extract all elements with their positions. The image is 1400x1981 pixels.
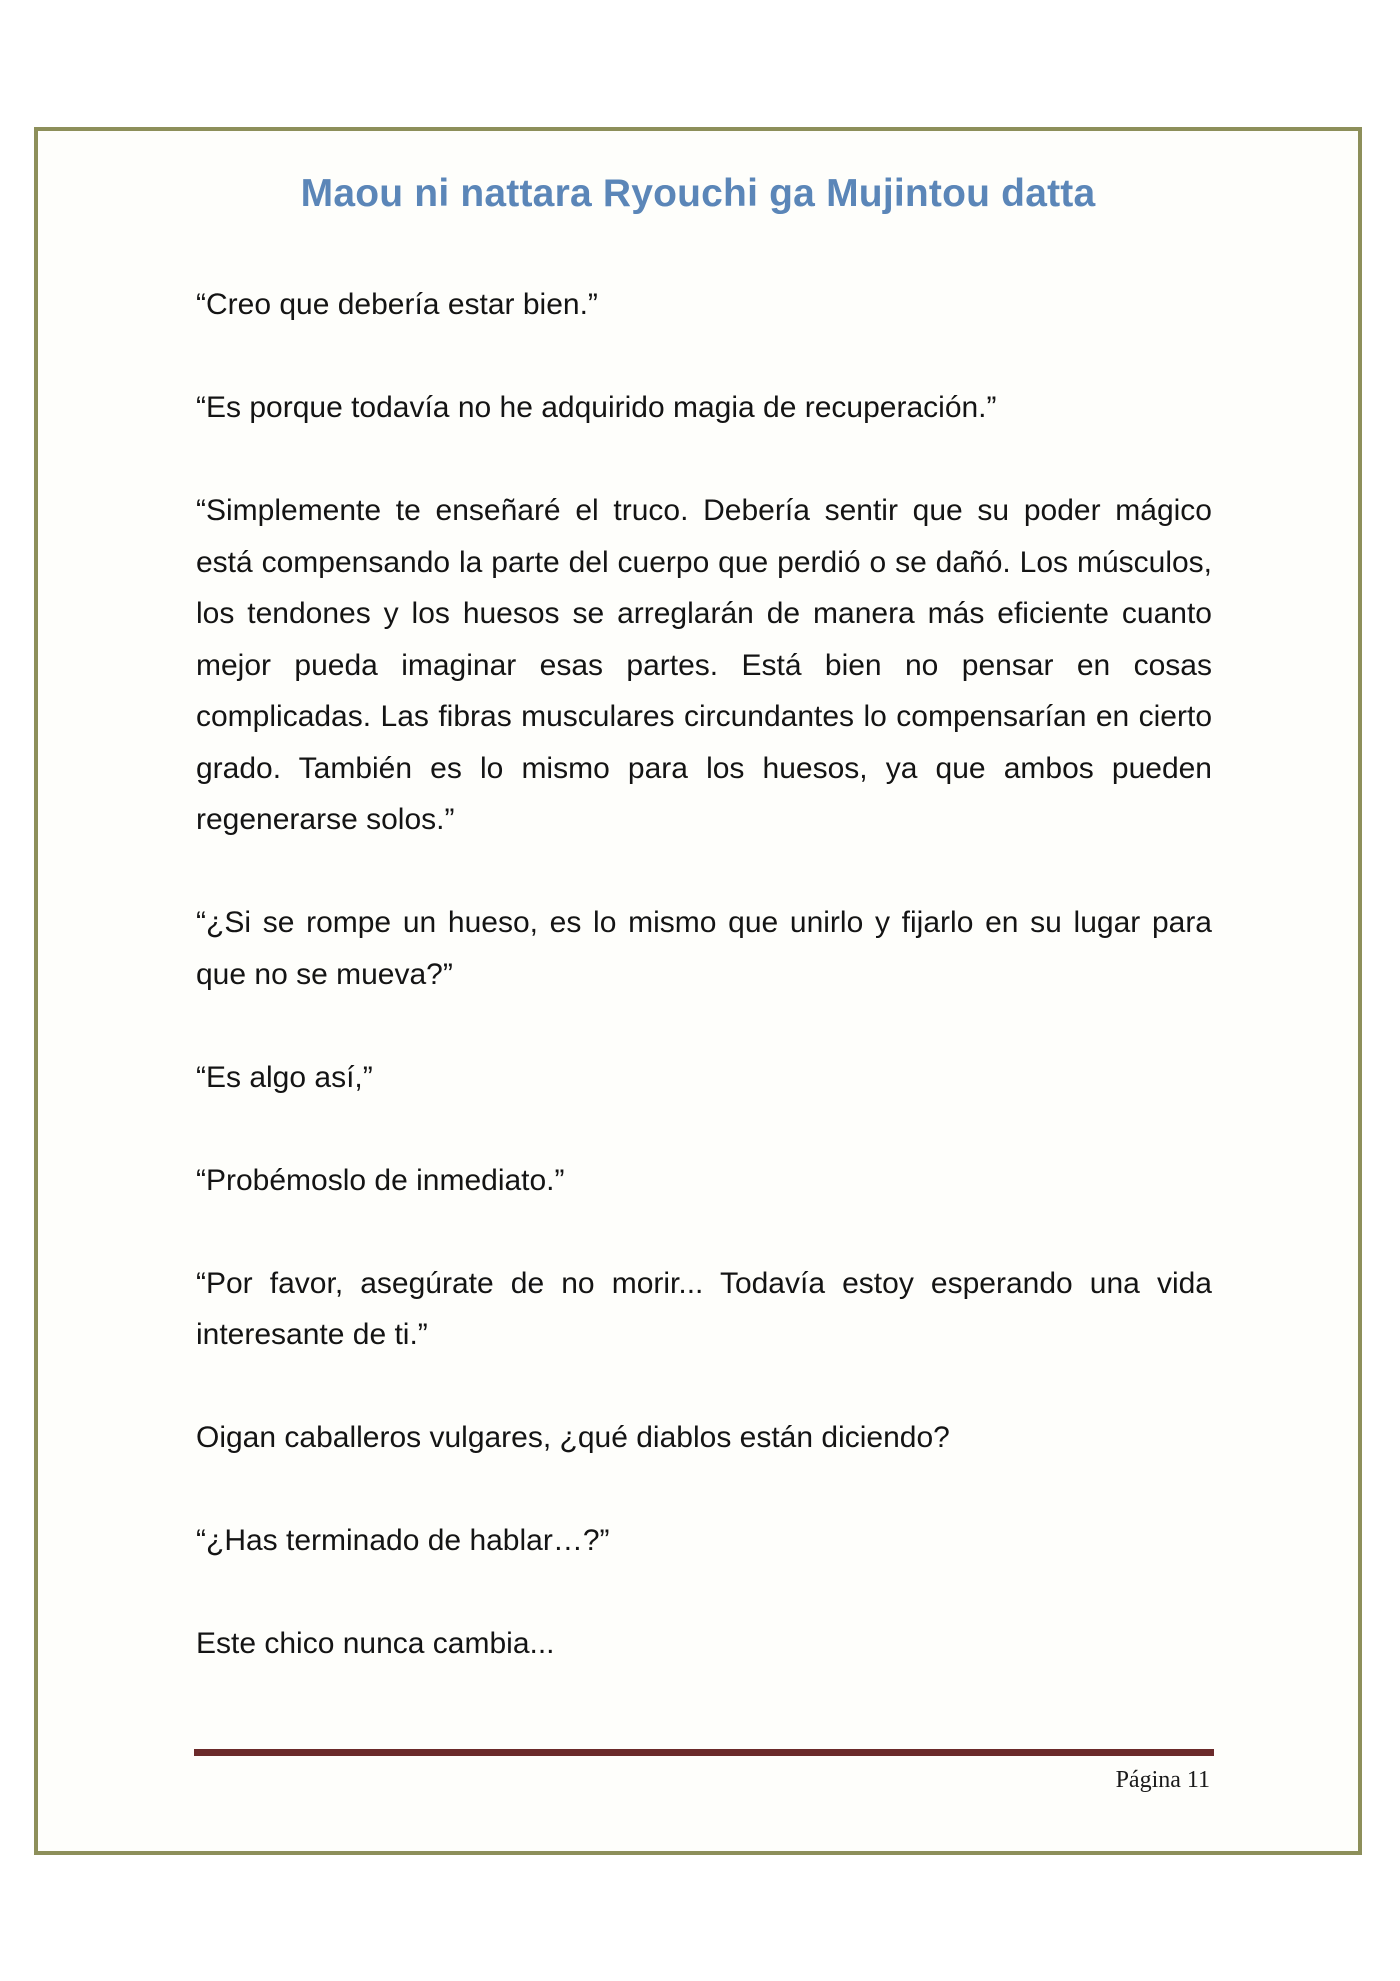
page-number: Página 11 [1115,1767,1210,1793]
document-title: Maou ni nattara Ryouchi ga Mujintou datta [300,172,1096,215]
paragraph: “Es algo así,” [196,1060,373,1094]
paragraph: “Simplemente te enseñaré el truco. Debería sentir que su poder mágico está compensando la parte del cuerpo que perdió o se dañó. Los músculos, los tendones y los huesos se arreglarán de manera más eficiente cuanto mejor pueda imaginar esas partes. Está bien no pensar en cosas complicadas. Las fibras musculares circundantes lo compensarían en cierto grado. También es lo mismo para los huesos, ya que ambos pueden regenerarse solos.” [196,494,1212,836]
paragraph: “Probémoslo de inmediato.” [196,1163,565,1197]
paragraph: “Es porque todavía no he adquirido magia de recuperación.” [196,391,997,424]
paragraph: Oigan caballeros vulgares, ¿qué diablos están diciendo? [196,1421,950,1454]
paragraph: “Creo que debería estar bien.” [196,288,598,321]
footer-divider [194,1749,1214,1756]
paragraph: Este chico nunca cambia... [196,1627,555,1660]
page-frame [34,127,1362,1855]
paragraph: “¿Has terminado de hablar…?” [196,1524,610,1557]
paragraph: “¿Si se rompe un hueso, es lo mismo que unirlo y fijarlo en su lugar para que no se mueva?” [196,906,1212,991]
paragraph: “Por favor, asegúrate de no morir... Todavía estoy esperando una vida interesante de ti.” [196,1266,1212,1351]
document-body [196,279,1212,1721]
